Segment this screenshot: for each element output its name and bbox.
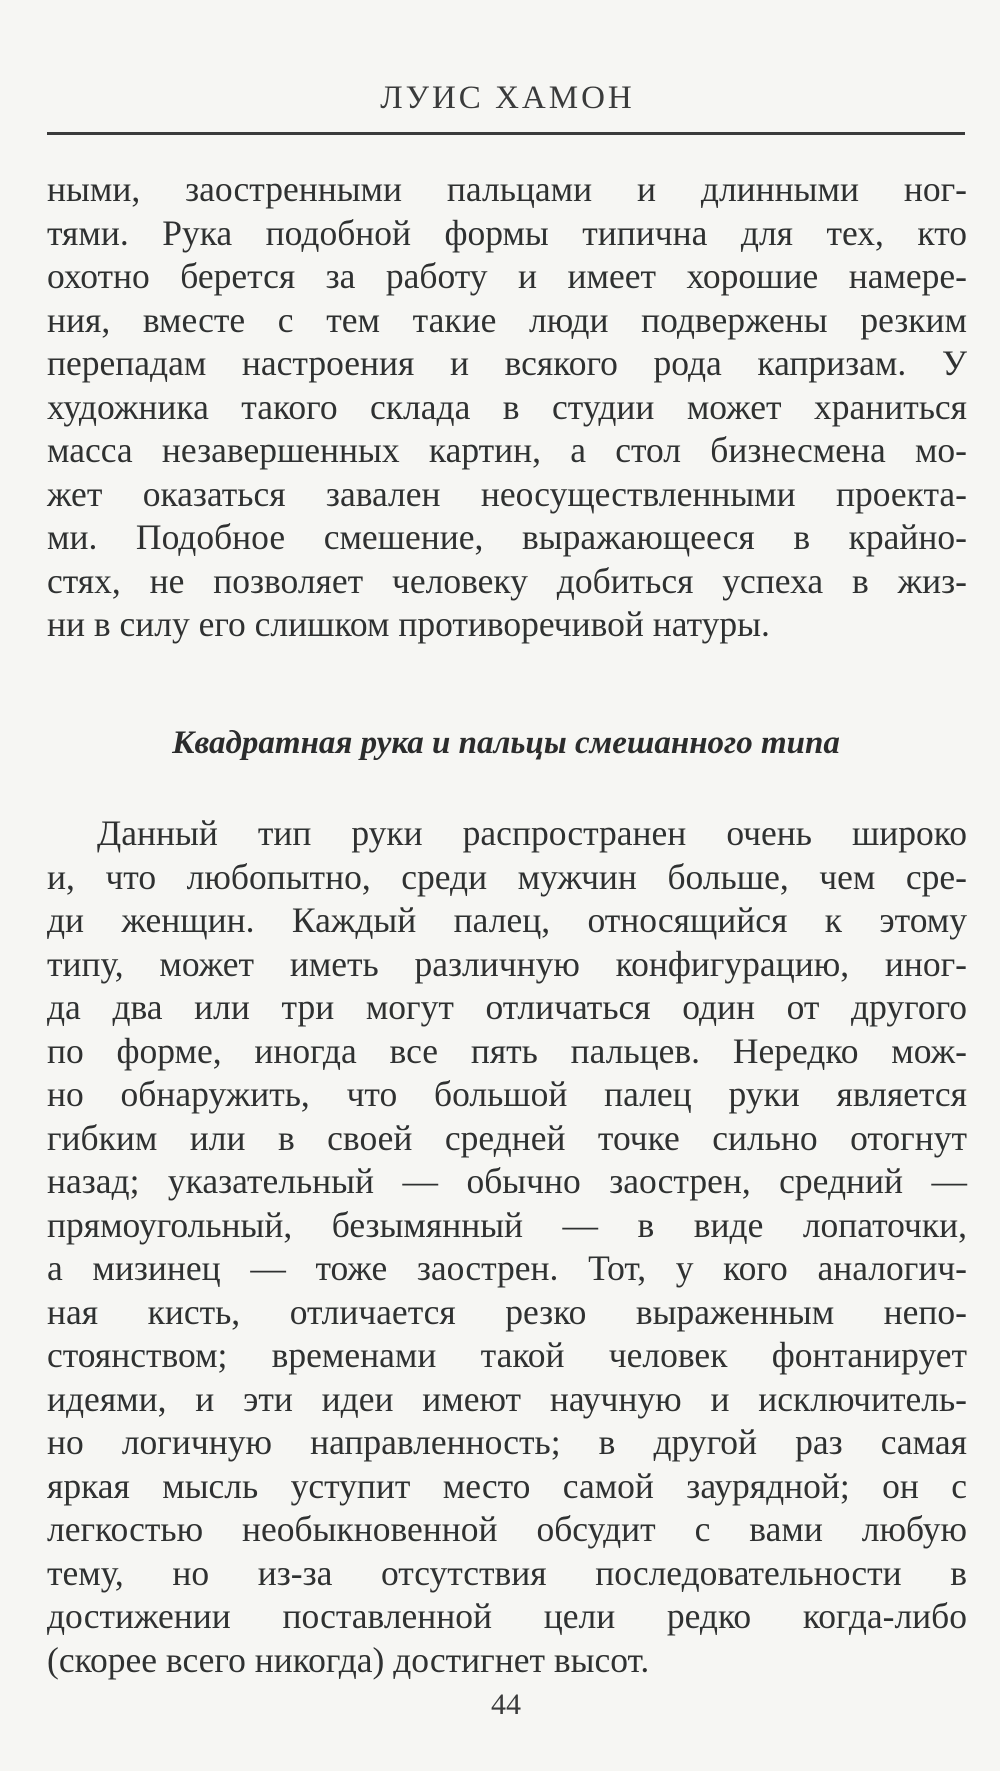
- text-line: ни в силу его слишком противоречивой натуры.: [47, 604, 770, 644]
- text-line: а мизинец — тоже заострен. Тот, у кого аналогич-: [47, 1248, 967, 1288]
- text-line: идеями, и эти идеи имеют научную и исключитель-: [47, 1378, 967, 1419]
- text-line: прямоугольный, безымянный — в виде лопаточки,: [47, 1204, 967, 1245]
- text-line: охотно берется за работу и имеет хорошие намере-: [47, 256, 967, 296]
- text-line: тями. Рука подобной формы типична для тех, кто: [47, 212, 967, 253]
- text-line: ми. Подобное смешение, выражающееся в крайно-: [47, 517, 967, 557]
- page-number: 44: [491, 1688, 521, 1721]
- text-line: легкостью необыкновенной обсудит с вами любую: [47, 1509, 967, 1549]
- paragraph-continued: [47, 168, 967, 647]
- text-line: по форме, иногда все пять пальцев. Нередко мож-: [47, 1030, 967, 1071]
- text-line: художника такого склада в студии может храниться: [47, 386, 967, 427]
- text-line: ная кисть, отличается резко выраженным непо-: [47, 1291, 967, 1332]
- text-line: и, что любопытно, среди мужчин больше, чем сре-: [47, 856, 967, 897]
- text-line: ди женщин. Каждый палец, относящийся к этому: [47, 900, 967, 940]
- text-line: перепадам настроения и всякого рода капризам. У: [47, 343, 967, 383]
- text-line: стях, не позволяет человеку добиться успеха в жиз-: [47, 560, 967, 601]
- text-line: яркая мысль уступит место самой заурядной; он с: [47, 1465, 967, 1506]
- section-heading: Квадратная рука и пальцы смешанного типа: [172, 725, 840, 761]
- text-line: да два или три могут отличаться один от другого: [47, 987, 967, 1027]
- text-line: ными, заостренными пальцами и длинными ног-: [47, 169, 967, 209]
- running-head: ЛУИС ХАМОН: [380, 80, 635, 116]
- text-line: достижении поставленной цели редко когда-либо: [47, 1596, 967, 1636]
- paragraph-section: [47, 812, 967, 1682]
- text-line: Данный тип руки распространен очень широко: [97, 813, 967, 853]
- text-line: масса незавершенных картин, а стол бизнесмена мо-: [47, 430, 967, 470]
- text-line: но обнаружить, что большой палец руки является: [47, 1074, 967, 1114]
- header-rule: [47, 132, 965, 135]
- text-line: гибким или в своей средней точке сильно отогнут: [47, 1117, 967, 1158]
- text-line: (скорее всего никогда) достигнет высот.: [47, 1639, 650, 1680]
- text-line: тему, но из-за отсутствия последовательности в: [47, 1552, 967, 1593]
- text-line: назад; указательный — обычно заострен, средний —: [47, 1161, 967, 1201]
- text-line: жет оказаться завален неосуществленными проекта-: [47, 473, 967, 514]
- text-line: но логичную направленность; в другой раз самая: [47, 1422, 967, 1462]
- text-line: типу, может иметь различную конфигурацию, иног-: [47, 943, 967, 984]
- text-line: ния, вместе с тем такие люди подвержены резким: [47, 299, 967, 340]
- text-line: стоянством; временами такой человек фонтанирует: [47, 1335, 967, 1375]
